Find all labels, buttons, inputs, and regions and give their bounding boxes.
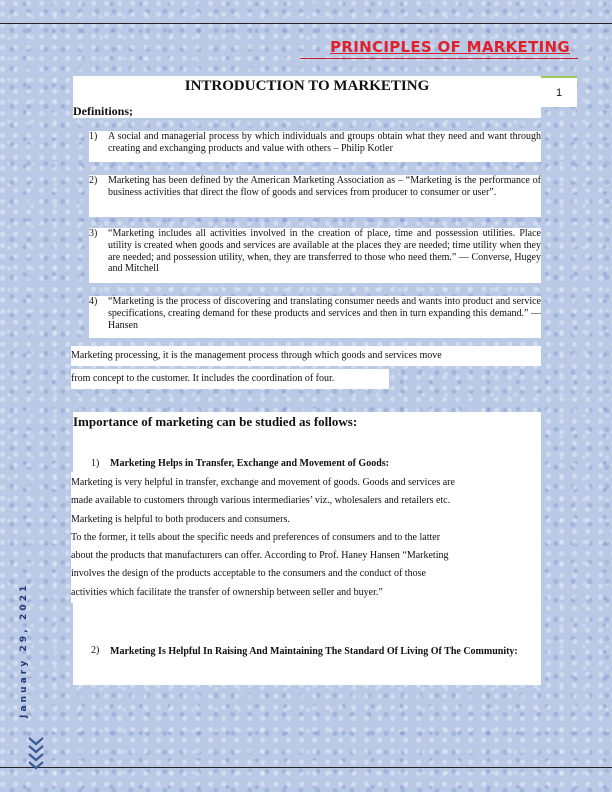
importance-number: 2) <box>91 645 100 656</box>
body-line: involves the design of the products acceptable to the consumers and the conduct of those <box>71 568 426 580</box>
top-rule <box>0 23 612 24</box>
bottom-rule <box>0 767 612 768</box>
body-line: Marketing is very helpful in transfer, exchange and movement of goods. Goods and services are <box>71 477 455 488</box>
body-line: To the former, it tells about the specific needs and preferences of consumers and to the latter <box>71 531 441 543</box>
definition-number: 4) <box>89 296 98 307</box>
definition-number: 1) <box>89 131 98 142</box>
importance-item-1-body <box>71 472 541 603</box>
importance-heading: Importance of marketing can be studied as follows: <box>73 414 358 429</box>
double-chevron-down-icon <box>27 736 45 770</box>
body-line: made available to customers through various intermediaries’ viz., wholesalers and retailers etc. <box>71 495 451 507</box>
definition-item-2 <box>89 175 541 217</box>
definition-text: “Marketing is the process of discovering and translating consumer needs and wants into product and service specifications, creating demand for these products and services and then in turn expanding this demand.” — Hansen <box>108 296 541 331</box>
processing-line-1: Marketing processing, it is the management process through which goods and services move <box>71 346 541 366</box>
importance-item-1 <box>91 456 451 472</box>
body-line: about the products that manufacturers can offer. According to Prof. Haney Hansen “Marketing <box>71 550 449 562</box>
definition-text: A social and managerial process by which individuals and groups obtain what they need and want through creating and exchanging products and value with others – Philip Kotler <box>108 131 541 154</box>
definition-text: Marketing has been defined by the American Marketing Association as – “Marketing is the performance of business activities that direct the flow of goods and services from producer to consumer or user”. <box>108 175 541 198</box>
page-title: INTRODUCTION TO MARKETING <box>184 78 430 94</box>
definition-text: “Marketing includes all activities involved in the creation of place, time and possession utilities. Place utility is created when goods and services are available at the places they are needed; time utility when they are needed; and possession utility, when, they are transferred to those who need them.” — Converse, Hugey and Mitchell <box>108 228 541 275</box>
intro-block <box>73 76 541 118</box>
definition-number: 2) <box>89 175 98 186</box>
importance-item-2 <box>91 643 541 681</box>
page-number: 1 <box>541 76 577 107</box>
importance-number: 1) <box>91 458 100 469</box>
definition-item-4 <box>89 296 541 338</box>
definitions-heading: Definitions; <box>73 104 133 118</box>
vertical-date: January 29, 2021 <box>19 582 29 718</box>
importance-item-title: Marketing Helps in Transfer, Exchange and Movement of Goods: <box>110 458 389 469</box>
definition-item-1 <box>89 131 541 162</box>
header-rule <box>300 58 578 59</box>
body-line: Marketing is helpful to both producers and consumers. <box>71 513 290 525</box>
importance-item-title: Marketing Is Helpful In Raising And Maintaining The Standard Of Living Of The Community: <box>110 646 518 657</box>
header-title: PRINCIPLES OF MARKETING <box>330 38 570 56</box>
processing-line-2: from concept to the customer. It includes the coordination of four. <box>71 369 389 389</box>
body-line: activities which facilitate the transfer of ownership between seller and buyer.” <box>71 586 383 598</box>
definition-item-3 <box>89 228 541 283</box>
definition-number: 3) <box>89 228 98 239</box>
